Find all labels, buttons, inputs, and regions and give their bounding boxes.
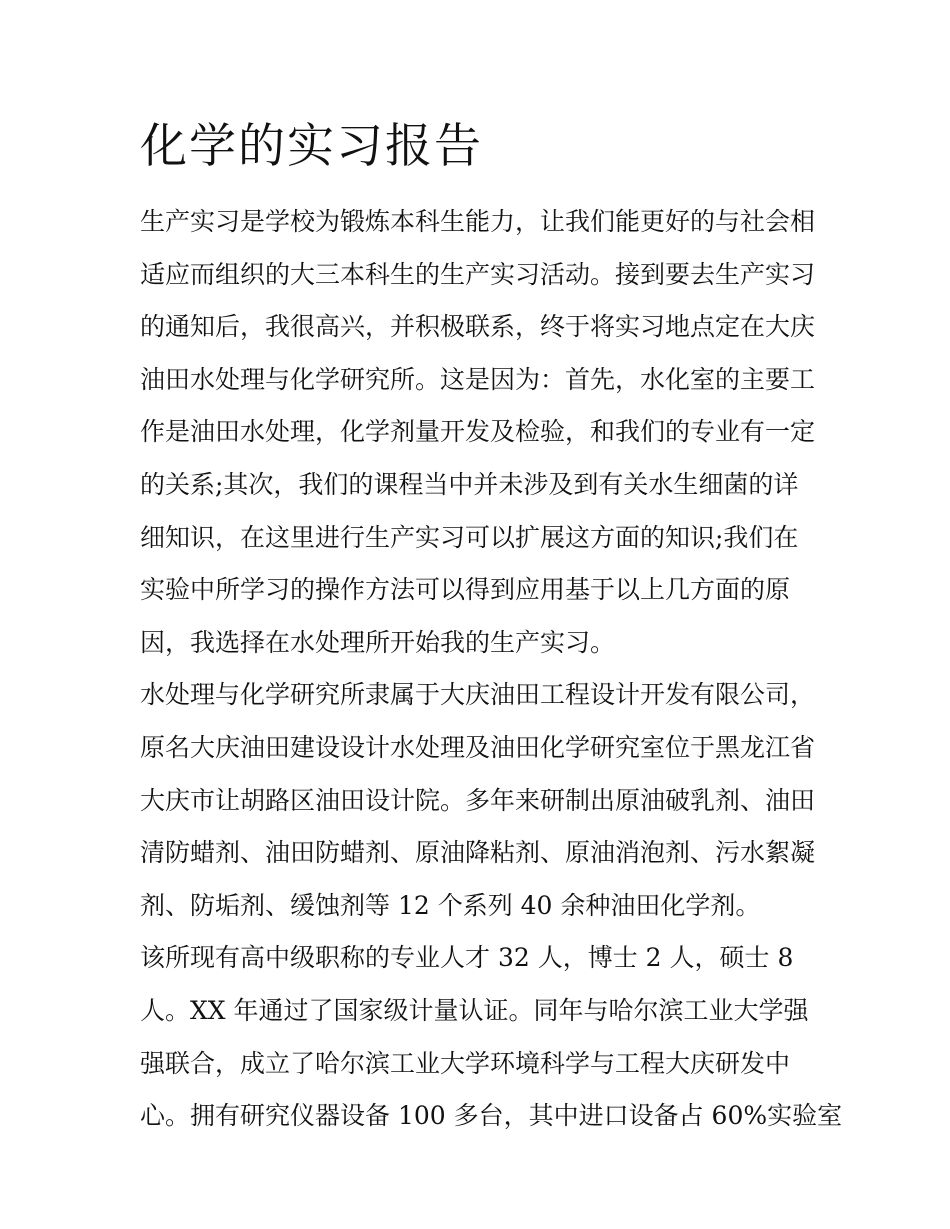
- paragraph-staff: [140, 932, 843, 1142]
- text-line: 清防蜡剂、油田防蜡剂、原油降粘剂、原油消泡剂、污水絮凝: [140, 838, 816, 868]
- text-line: 剂、防垢剂、缓蚀剂等 12 个系列 40 余种油田化学剂。: [140, 890, 761, 920]
- text-line: 油田水处理与化学研究所。这是因为：首先，水化室的主要工: [140, 364, 816, 394]
- document-body: [140, 196, 843, 1143]
- text-line: 水处理与化学研究所隶属于大庆油田工程设计开发有限公司，: [140, 680, 816, 710]
- text-line: 的通知后，我很高兴，并积极联系，终于将实习地点定在大庆: [140, 312, 816, 342]
- text-line: 生产实习是学校为锻炼本科生能力，让我们能更好的与社会相: [140, 207, 816, 236]
- paragraph-intro: [140, 196, 820, 669]
- text-line: 的关系;其次，我们的课程当中并未涉及到有关水生细菌的详: [140, 469, 799, 499]
- document-title: 化学的实习报告: [140, 119, 483, 174]
- text-line: 细知识，在这里进行生产实习可以扩展这方面的知识;我们在: [140, 522, 799, 552]
- text-line: 心。拥有研究仪器设备 100 多台，其中进口设备占 60%实验室: [140, 1101, 843, 1131]
- text-line: 原名大庆油田建设设计水处理及油田化学研究室位于黑龙江省: [140, 732, 816, 762]
- text-line: 人。XX 年通过了国家级计量认证。同年与哈尔滨工业大学强: [140, 995, 809, 1025]
- text-line: 适应而组织的大三本科生的生产实习活动。接到要去生产实习: [140, 259, 816, 289]
- text-line: 作是油田水处理，化学剂量开发及检验，和我们的专业有一定: [140, 417, 816, 447]
- text-line: 实验中所学习的操作方法可以得到应用基于以上几方面的原: [140, 575, 791, 605]
- text-line: 因，我选择在水处理所开始我的生产实习。: [140, 627, 616, 657]
- paragraph-institute: [140, 669, 820, 932]
- text-line: 大庆市让胡路区油田设计院。多年来研制出原油破乳剂、油田: [140, 785, 816, 815]
- text-line: 强联合，成立了哈尔滨工业大学环境科学与工程大庆研发中: [140, 1048, 791, 1078]
- text-line: 该所现有高中级职称的专业人才 32 人，博士 2 人，硕士 8: [140, 943, 794, 973]
